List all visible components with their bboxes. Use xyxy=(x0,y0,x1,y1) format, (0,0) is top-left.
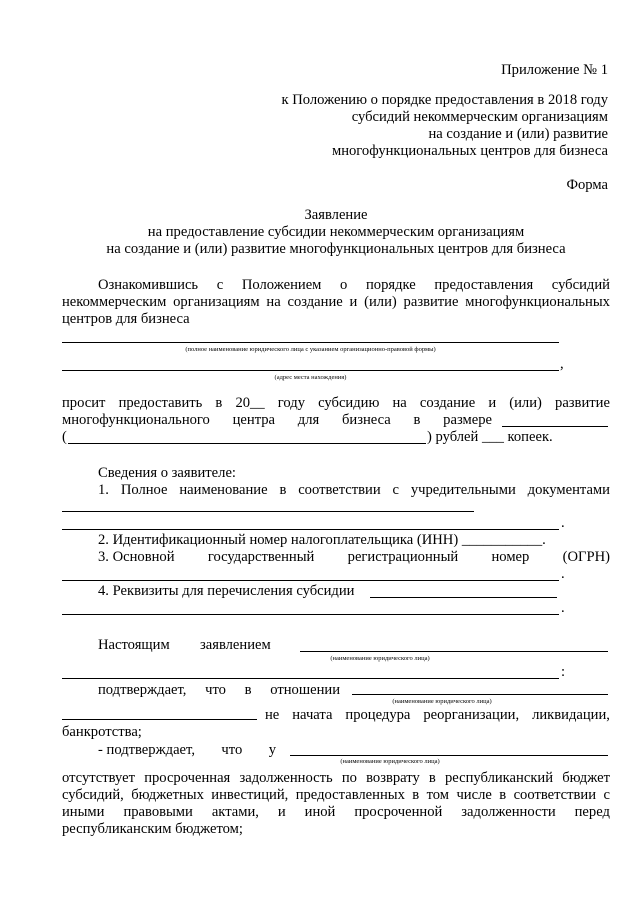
debt-line-1: отсутствует просроченная задолженность по возврату в республиканский бюджет xyxy=(62,770,610,786)
debt-line-2: субсидий, бюджетных инвестиций, предоставленных в том числе в соответствии с xyxy=(62,787,610,803)
bank-details-field-2[interactable] xyxy=(62,614,559,615)
confirm-colon: : xyxy=(561,664,566,680)
org-address-caption: (адрес места нахождения) xyxy=(274,374,347,381)
doc-subtitle-1: на предоставление субсидии некоммерческим организациям xyxy=(147,224,525,240)
confirm-legal-name-field[interactable] xyxy=(300,651,608,652)
request-line-2: многофункционального центра для бизнеса в размере xyxy=(62,412,492,428)
appendix-line-4: многофункциональных центров для бизнеса xyxy=(331,143,608,159)
applicant-item-4: 4. Реквизиты для перечисления субсидии xyxy=(98,583,355,599)
debt-line-3: иными правовыми актами, и иной просроченной задолженности перед xyxy=(62,804,610,820)
amount-open-paren: ( xyxy=(62,429,67,445)
reorg-legal-name-field[interactable] xyxy=(352,694,608,695)
full-name-field-1[interactable] xyxy=(62,511,474,512)
applicant-item-1: 1. Полное наименование в соответствии с учредительными документами xyxy=(98,482,610,498)
bank-details-dot: . xyxy=(561,600,565,616)
doc-subtitle-2: на создание и (или) развитие многофункциональных центров для бизнеса xyxy=(106,241,566,257)
ogrn-field[interactable] xyxy=(62,580,559,581)
amount-tail: ) рублей ___ копеек. xyxy=(427,429,553,445)
amount-field[interactable] xyxy=(502,426,608,427)
confirm-bankruptcy: банкротства; xyxy=(62,724,142,740)
address-comma: , xyxy=(560,356,564,372)
full-name-field-2[interactable] xyxy=(62,529,559,530)
applicant-item-3: 3. Основной государственный регистрационный номер (ОГРН) xyxy=(98,549,610,565)
applicant-heading: Сведения о заявителе: xyxy=(98,465,236,481)
org-name-caption: (полное наименование юридического лица с указанием организационно-правовой формы) xyxy=(185,346,436,353)
amount-words-field[interactable] xyxy=(68,443,426,444)
applicant-item-2: 2. Идентификационный номер налогоплательщика (ИНН) ___________. xyxy=(98,532,546,548)
confirm-line-c: - подтверждает, что у xyxy=(98,742,276,758)
appendix-line-2: субсидий некоммерческим организациям xyxy=(351,109,608,125)
confirm-legal-name-caption: (наименование юридического лица) xyxy=(330,655,430,662)
appendix-line-3: на создание и (или) развитие xyxy=(428,126,608,142)
debt-legal-name-caption: (наименование юридического лица) xyxy=(340,758,440,765)
confirm-line-a: подтверждает, что в отношении xyxy=(98,682,340,698)
appendix-title: Приложение № 1 xyxy=(501,62,608,78)
bank-details-field-1[interactable] xyxy=(370,597,557,598)
reorg-legal-name-caption: (наименование юридического лица) xyxy=(392,698,492,705)
confirm-legal-name-field-2[interactable] xyxy=(62,678,559,679)
form-label: Форма xyxy=(566,177,608,193)
org-address-field[interactable] xyxy=(62,370,559,371)
reorg-legal-name-field-2[interactable] xyxy=(62,719,257,720)
intro-line-2: некоммерческим организациям на создание и (или) развитие многофункциональных xyxy=(62,294,610,310)
request-line-1: просит предоставить в 20__ году субсидию на создание и (или) развитие xyxy=(62,395,610,411)
debt-legal-name-field[interactable] xyxy=(290,755,608,756)
confirm-word-2: заявлением xyxy=(200,637,271,653)
doc-heading: Заявление xyxy=(304,207,368,223)
appendix-line-1: к Положению о порядке предоставления в 2018 году xyxy=(281,92,608,108)
confirm-line-b: не начата процедура реорганизации, ликвидации, xyxy=(265,707,610,723)
ogrn-dot: . xyxy=(561,566,565,582)
debt-line-4: республиканским бюджетом; xyxy=(62,821,243,837)
confirm-word-1: Настоящим xyxy=(98,637,170,653)
intro-line-1: Ознакомившись с Положением о порядке предоставления субсидий xyxy=(98,277,610,293)
full-name-dot: . xyxy=(561,515,565,531)
org-name-field[interactable] xyxy=(62,342,559,343)
intro-line-3: центров для бизнеса xyxy=(62,311,190,327)
